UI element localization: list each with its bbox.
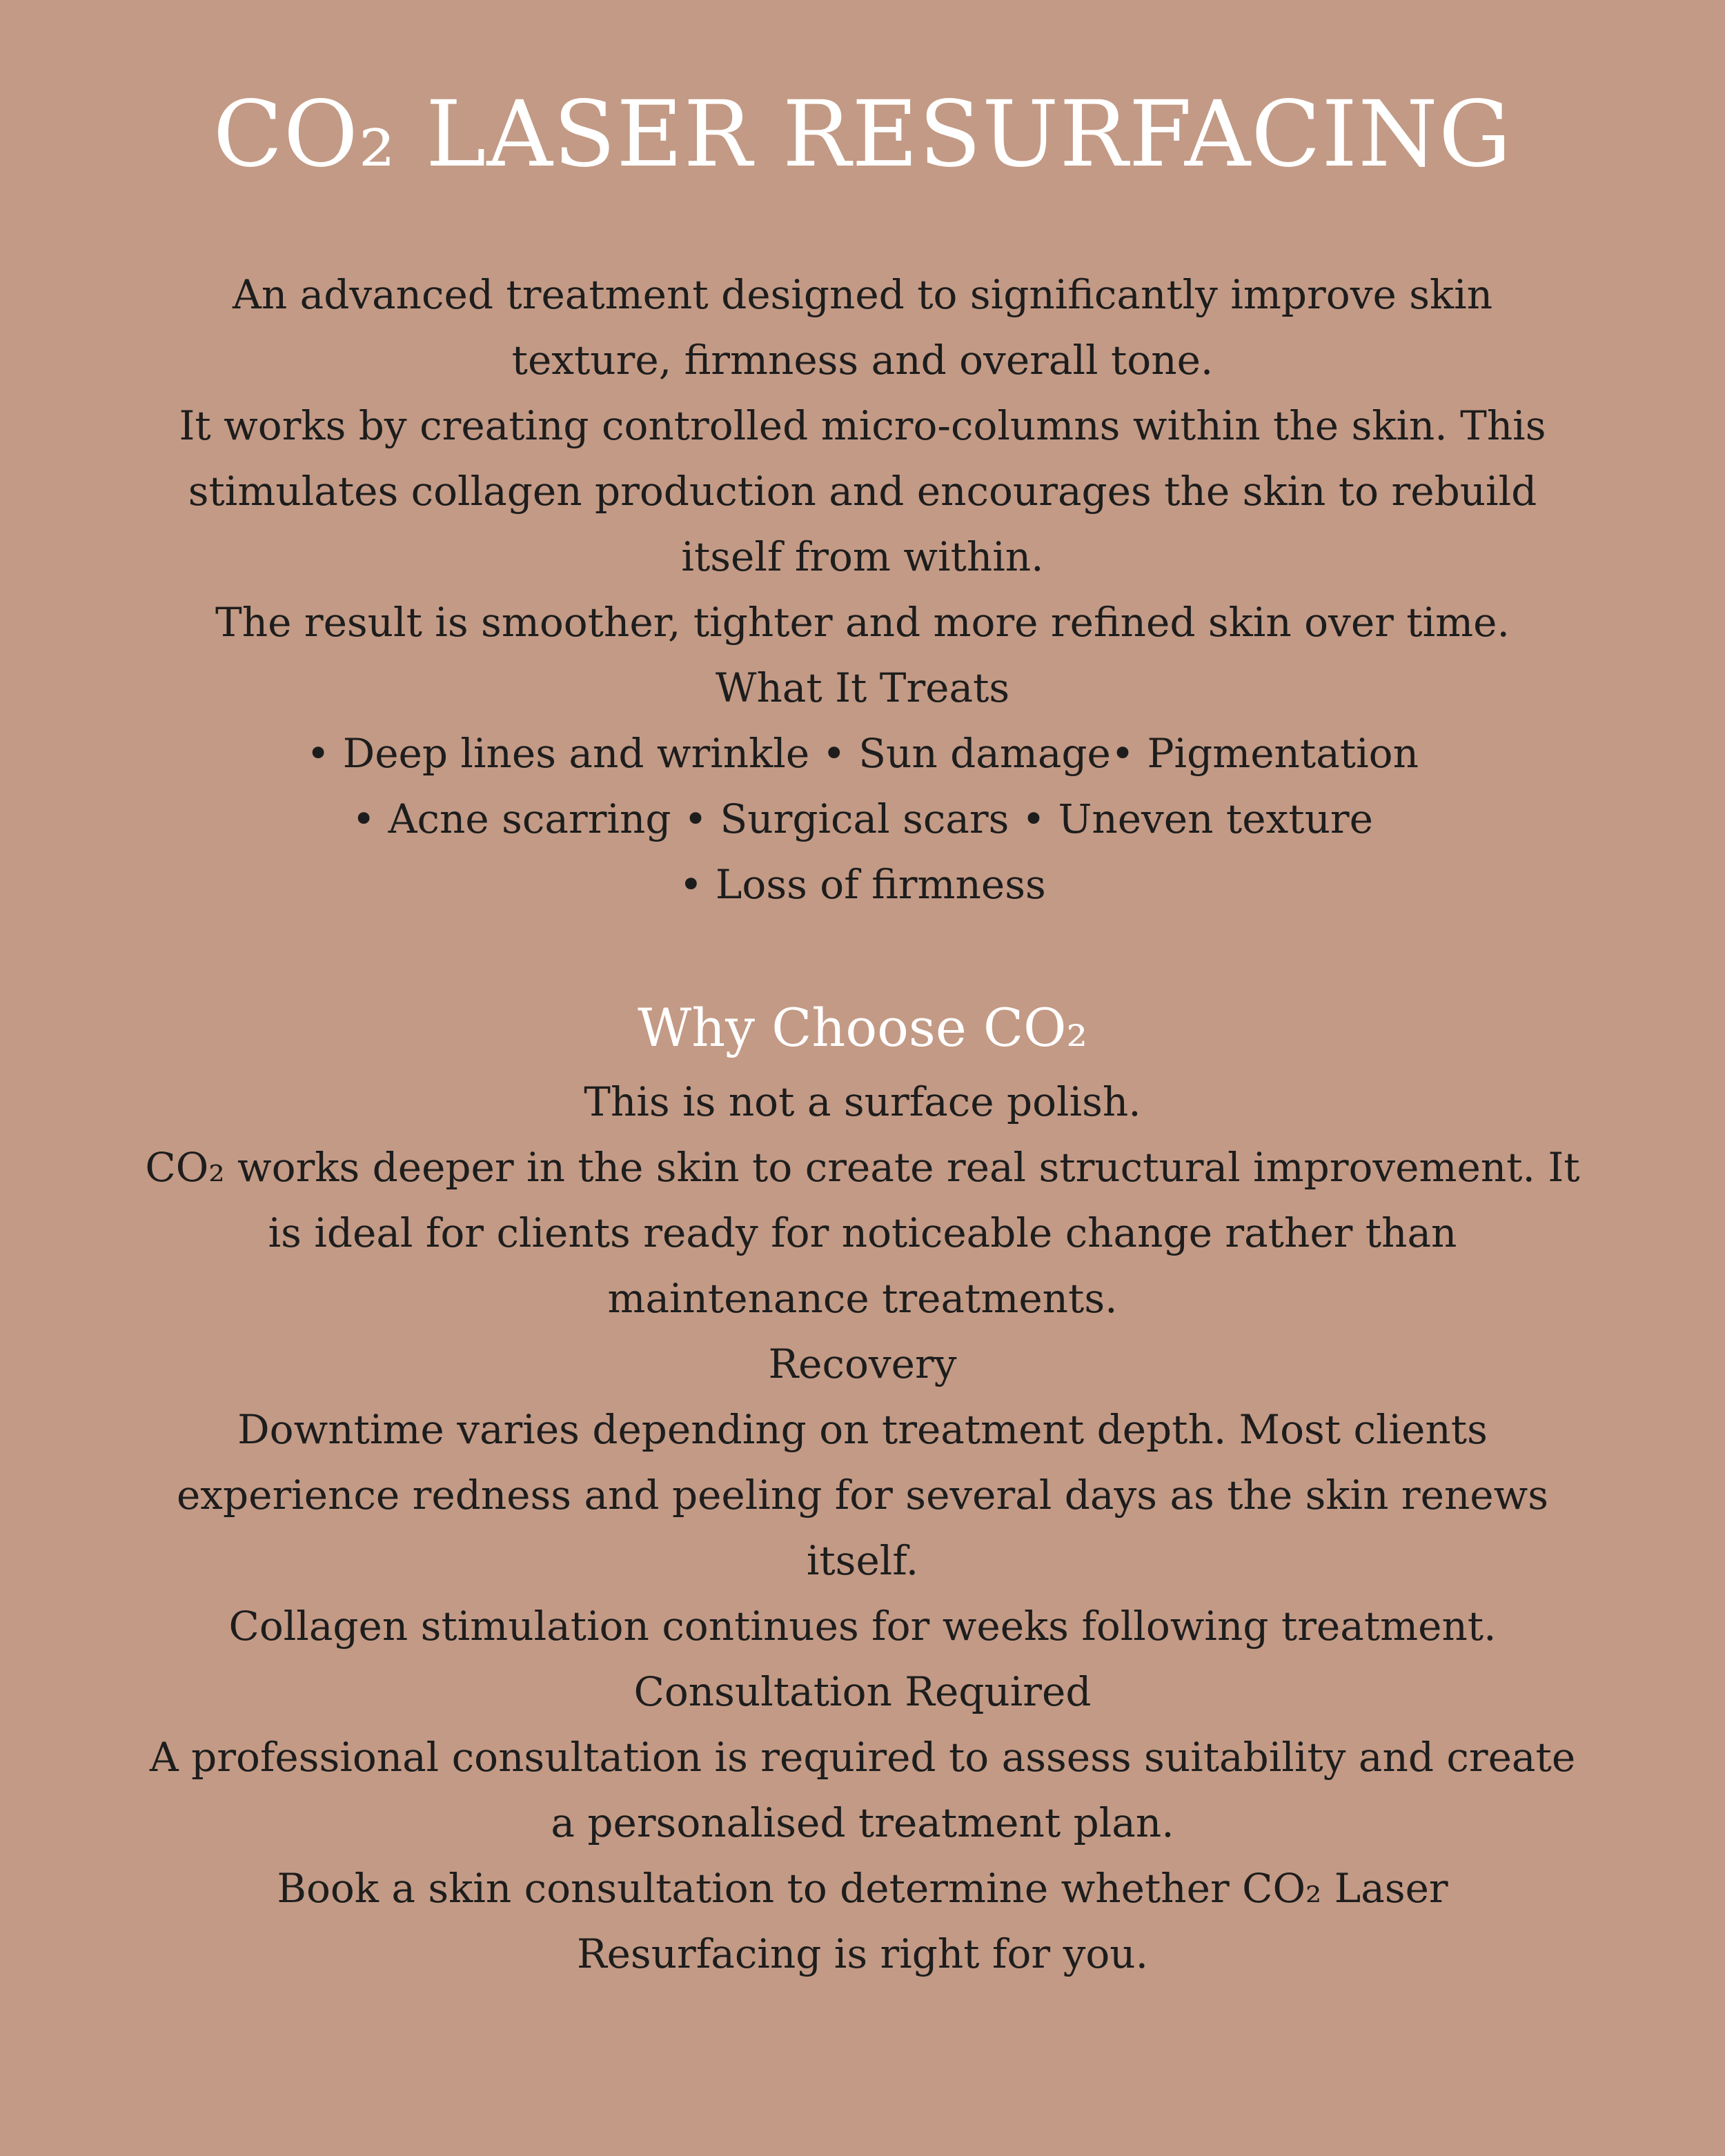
recovery-line: experience redness and peeling for several days as the skin renews	[176, 1472, 1549, 1519]
recovery-heading: Recovery	[768, 1341, 957, 1387]
recovery-line: itself.	[806, 1537, 919, 1584]
recovery-line: Collagen stimulation continues for weeks following treatment.	[228, 1603, 1497, 1650]
intro-section	[124, 262, 1601, 918]
consultation-heading: Consultation Required	[633, 1668, 1092, 1715]
consultation-line: A professional consultation is required to assess suitability and create	[149, 1734, 1576, 1781]
treats-heading: What It Treats	[715, 664, 1010, 711]
treats-list-line: • Acne scarring • Surgical scars • Uneven texture	[352, 795, 1373, 842]
treats-list-line: • Loss of firmness	[679, 861, 1046, 908]
consultation-line: Book a skin consultation to determine whether CO₂ Laser	[277, 1865, 1448, 1912]
intro-line: The result is smoother, tighter and more refined skin over time.	[215, 599, 1510, 646]
consultation-line: a personalised treatment plan.	[551, 1799, 1174, 1846]
intro-line: It works by creating controlled micro-columns within the skin. This	[179, 402, 1546, 449]
why-line: CO₂ works deeper in the skin to create real structural improvement. It	[145, 1144, 1580, 1191]
page-title: CO₂ LASER RESURFACING	[213, 81, 1512, 188]
why-line: This is not a surface polish.	[584, 1078, 1141, 1125]
intro-line: An advanced treatment designed to significantly improve skin	[232, 271, 1493, 318]
intro-line: texture, firmness and overall tone.	[511, 337, 1214, 384]
treats-list-line: • Deep lines and wrinkle • Sun damage• Pigmentation	[306, 730, 1419, 777]
why-line: is ideal for clients ready for noticeable change rather than	[268, 1209, 1457, 1256]
intro-line: stimulates collagen production and encourages the skin to rebuild	[188, 468, 1537, 515]
why-choose-section	[124, 1069, 1601, 1987]
intro-line: itself from within.	[681, 533, 1044, 580]
why-line: maintenance treatments.	[607, 1275, 1118, 1322]
recovery-line: Downtime varies depending on treatment depth. Most clients	[237, 1406, 1488, 1453]
why-choose-heading: Why Choose CO₂	[638, 997, 1087, 1058]
consultation-line: Resurfacing is right for you.	[576, 1930, 1149, 1977]
